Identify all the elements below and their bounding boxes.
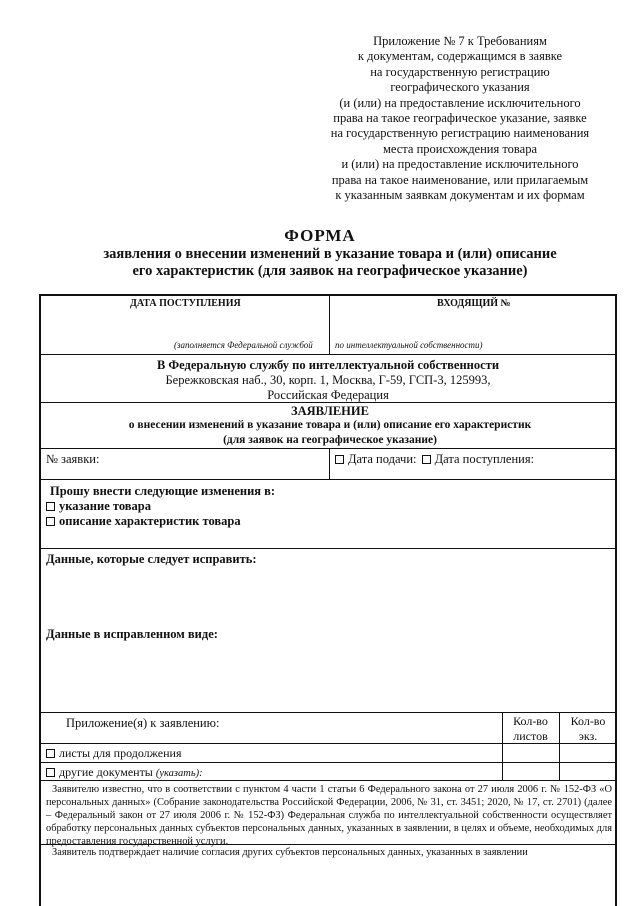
- characteristics-checkbox[interactable]: [46, 517, 55, 526]
- attachments-header: Приложение(я) к заявлению:: [66, 716, 220, 730]
- fill-note-left: (заполняется Федеральной службой: [174, 340, 313, 350]
- dates-field: [335, 452, 534, 467]
- filing-date-checkbox[interactable]: [335, 455, 344, 464]
- appendix-line: географического указания: [390, 80, 530, 95]
- appendix-line: на государственную регистрацию наименования: [330, 126, 590, 141]
- filing-date-label: Дата подачи:: [348, 452, 417, 466]
- appendix-line: к документам, содержащимся в заявке: [357, 49, 563, 64]
- receipt-date-label: Дата поступления:: [434, 452, 535, 466]
- change-option-product[interactable]: [46, 499, 151, 514]
- incoming-number-header: ВХОДЯЩИЙ №: [437, 298, 511, 309]
- sheets-column-line: листов: [513, 729, 548, 743]
- divider: [41, 712, 615, 713]
- appendix-line: Приложение № 7 к Требованиям: [373, 34, 547, 48]
- divider: [41, 548, 615, 549]
- sheets-column-header: [502, 714, 559, 744]
- consent-notice: [46, 846, 612, 859]
- addressee-line: В Федеральную службу по интеллектуальной собственности: [156, 358, 500, 372]
- statement-subtitle: (для заявок на географическое указание): [223, 434, 437, 446]
- corrected-data-label: Данные в исправленном виде:: [46, 627, 218, 641]
- divider: [41, 780, 615, 781]
- change-option-label: указание товара: [59, 499, 151, 513]
- change-option-label: описание характеристик товара: [59, 514, 241, 528]
- legal-paragraph: Заявитель подтверждает наличие согласия других субъектов персональных данных, указанных в заявлении: [52, 847, 528, 858]
- divider: [41, 402, 615, 403]
- legal-paragraph: Заявителю известно, что в соответствии с пунктом 4 части 1 статьи 6 Федерального закона от 27 июля 2006 г. № 152-ФЗ «О персональных данных» (Собрание законодательства Российской Федерации, 2006, № 31, ст. 3451; 2020, № 17, ст. 2701) (далее – Федеральный закон от 27 июля 2006 г. № 152-ФЗ) Федеральная служба по интеллектуальной собственности осуществляет обработку персональных данных субъектов персональных данных, указанных в заявлении, в целях и объеме, необходимых для предоставления государственной услуги.: [46, 784, 612, 847]
- addressee-country: Российская Федерация: [267, 388, 389, 402]
- divider: [41, 743, 615, 744]
- appendix-line: права на такое географическое указание, заявке: [333, 111, 587, 126]
- fill-note-right: по интеллектуальной собственности): [335, 340, 483, 350]
- data-to-correct-label: Данные, которые следует исправить:: [46, 552, 257, 566]
- form-subtitle-line: заявления о внесении изменений в указание товара и (или) описание: [103, 246, 557, 262]
- divider: [41, 844, 615, 845]
- attachment-item-label: другие документы: [59, 765, 156, 779]
- copies-column-line: экз.: [578, 729, 598, 743]
- divider: [41, 479, 615, 480]
- divider: [329, 448, 330, 479]
- form-subtitle: [60, 246, 600, 280]
- appendix-line: места происхождения товара: [382, 141, 537, 156]
- form-title: ФОРМА: [284, 226, 356, 245]
- receipt-date-checkbox[interactable]: [422, 455, 431, 464]
- application-number-label: № заявки:: [46, 452, 100, 466]
- attachment-item-label: листы для продолжения: [59, 746, 182, 760]
- date-received-header: ДАТА ПОСТУПЛЕНИЯ: [130, 298, 241, 309]
- change-option-characteristics[interactable]: [46, 514, 241, 529]
- appendix-line: (и (или) на предоставление исключительного: [339, 95, 581, 110]
- addressee-address: Бережковская наб., 30, корп. 1, Москва, Г-59, ГСП-3, 125993,: [165, 373, 491, 387]
- appendix-line: на государственную регистрацию: [370, 64, 550, 79]
- attachment-item-other[interactable]: [46, 765, 203, 780]
- appendix-line: к указанным заявкам документам и их формам: [335, 188, 585, 203]
- divider: [41, 762, 615, 763]
- divider: [329, 296, 330, 354]
- appendix-line: и (или) на предоставление исключительного: [341, 157, 579, 172]
- statement-subtitle: о внесении изменений в указание товара и (или) описание его характеристик: [128, 419, 532, 431]
- changes-heading: Прошу внести следующие изменения в:: [50, 484, 276, 498]
- sheets-column-line: Кол-во: [513, 714, 548, 728]
- form-subtitle-line: его характеристик (для заявок на географическое указание): [132, 263, 528, 279]
- attachment-item-continuation[interactable]: [46, 746, 182, 761]
- attachment-item-note: (указать):: [155, 768, 203, 779]
- continuation-sheets-checkbox[interactable]: [46, 749, 55, 758]
- copies-column-header: [559, 714, 617, 744]
- statement-title: ЗАЯВЛЕНИЕ: [291, 404, 369, 418]
- divider: [41, 354, 615, 355]
- personal-data-notice: [46, 783, 612, 848]
- copies-column-line: Кол-во: [570, 714, 606, 728]
- product-indication-checkbox[interactable]: [46, 502, 55, 511]
- other-documents-checkbox[interactable]: [46, 768, 55, 777]
- appendix-line: права на такое наименование, или прилагаемым: [331, 172, 589, 187]
- divider: [41, 448, 615, 449]
- appendix-note: [300, 34, 620, 203]
